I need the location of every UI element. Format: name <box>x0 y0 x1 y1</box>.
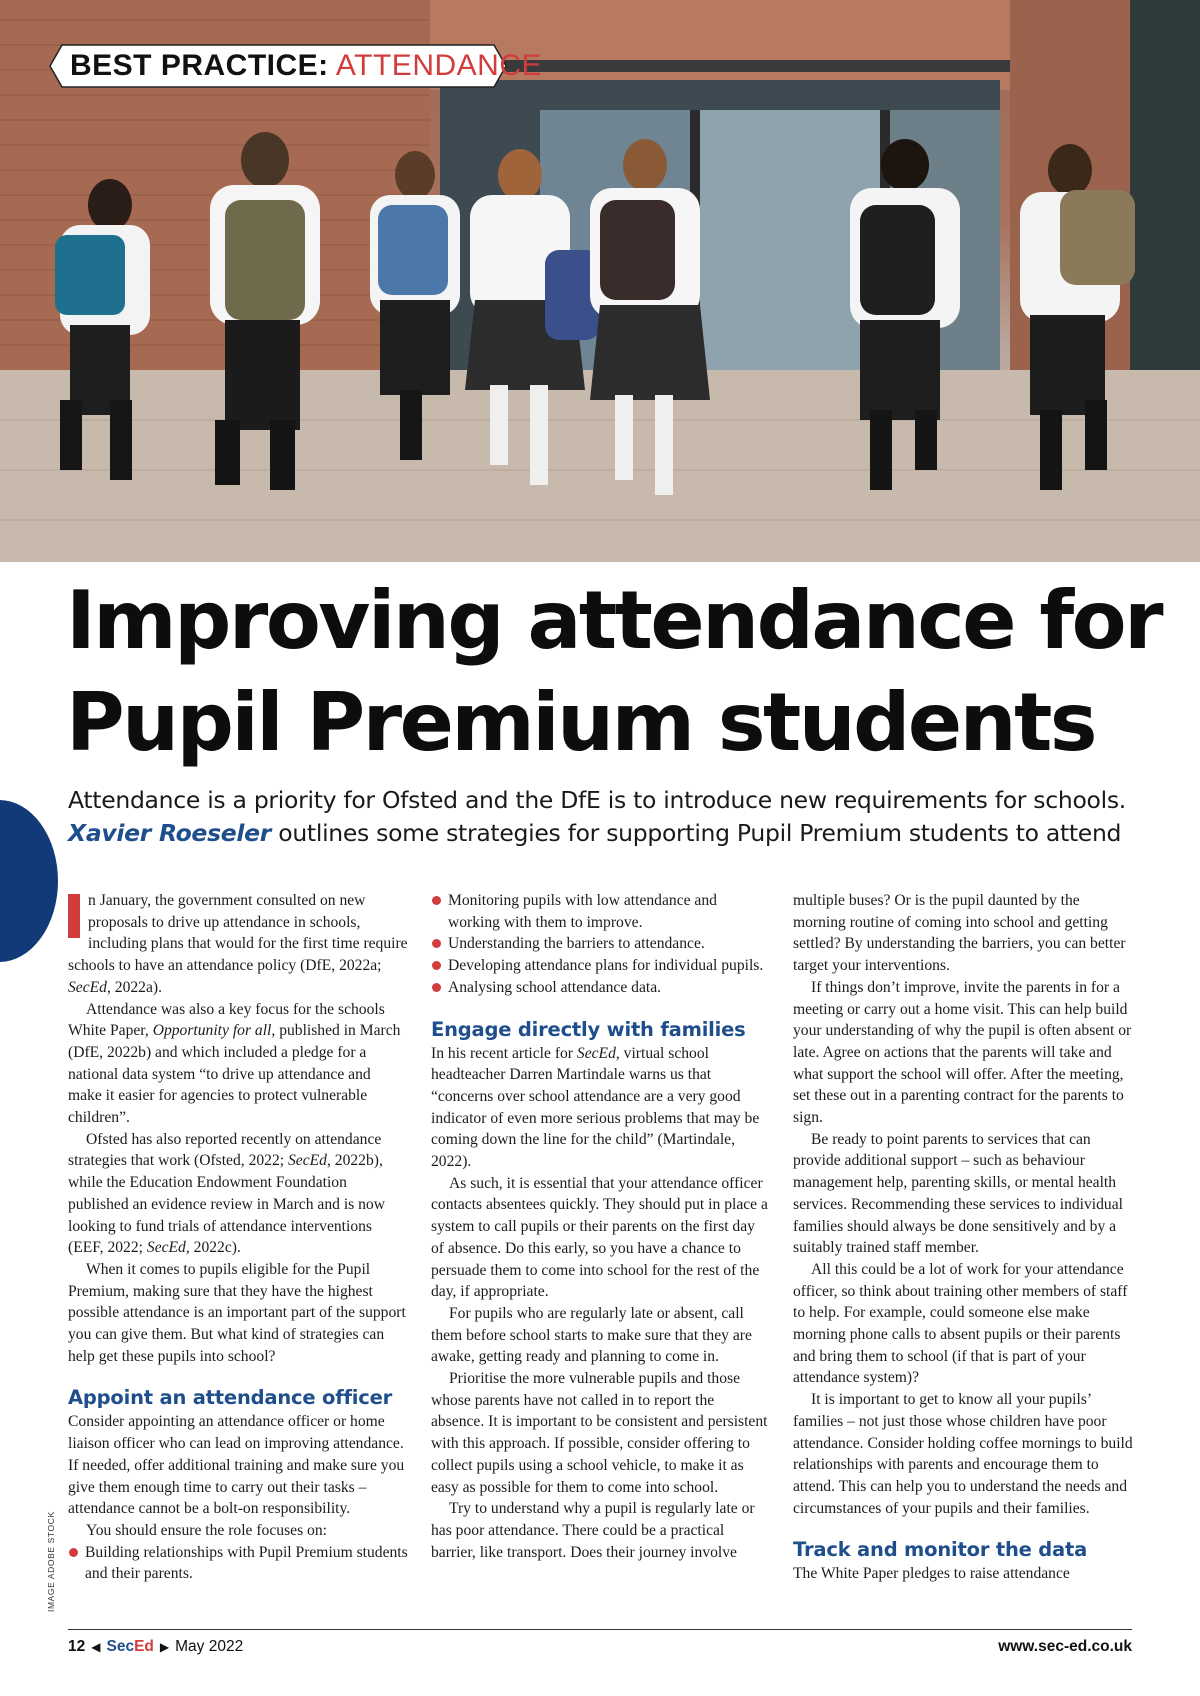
standfirst-line-1: Attendance is a priority for Ofsted and the DfE is to introduce new requirements for schools. <box>68 786 1126 814</box>
list-item: Monitoring pupils with low attendance and working with them to improve. <box>431 890 771 933</box>
triangle-right-icon: ▶ <box>159 1640 170 1654</box>
paragraph: If things don’t improve, invite the parents in for a meeting or carry out a home visit. This can help build your understanding of why the pupil is often absent or late. Agree on actions that the parents will take and what support the school will offer. After the meeting, set these out in a parenting contract for the parents to sign. <box>793 978 1132 1127</box>
magazine-logo-sec: Sec <box>106 1638 135 1655</box>
paragraph: Consider appointing an attendance officer or home liaison officer who can lead on improving attendance. If needed, offer additional training and make sure you give them enough time to carry out their tasks – attendance cannot be a bolt-on responsibility. <box>68 1413 405 1518</box>
paragraph: All this could be a lot of work for your attendance officer, so think about training other members of staff to help. For example, could someone else make morning phone calls to absent pupils or their parents and bring them to school (if that is part of your attendance system)? <box>793 1260 1128 1387</box>
author-name: Xavier Roeseler <box>68 819 272 847</box>
subheading-track-data: Track and monitor the data <box>793 1538 1088 1562</box>
paragraph-text: Ofsted has also reported recently on attendance strategies that work (Ofsted, 2022; <box>68 1130 382 1170</box>
paragraph <box>68 1129 408 1259</box>
paragraph <box>68 999 408 1129</box>
paragraph: Be ready to point parents to services that can provide additional support – such as behaviour management help, parenting skills, or mental health services. Recommending these services to individual families should always be done sensitively and by a suitably trained staff member. <box>793 1130 1123 1257</box>
paragraph <box>68 890 408 999</box>
magazine-logo-ed: Ed <box>134 1638 154 1655</box>
paragraph: multiple buses? Or is the pupil daunted by the morning routine of coming into school and getting settled? By understanding the barriers, you can better target your interventions. <box>793 892 1126 975</box>
article-column-2 <box>431 890 771 1563</box>
headline-line-1: Improving attendance for <box>66 574 1162 667</box>
paragraph-text: , published in March (DfE, 2022b) and which included a pledge for a national data system “to drive up attendance and make it easier for agencies to protect vulnerable children”. <box>68 1022 401 1127</box>
list-item: Understanding the barriers to attendance. <box>431 933 771 955</box>
section-tag <box>48 44 542 88</box>
paragraph: Prioritise the more vulnerable pupils and those whose parents have not called in to report the absence. It is important to be consistent and persistent with this approach. If possible, consider offering to collect pupils using a school vehicle, to make it as easy as possible for them to come into school. <box>431 1370 768 1496</box>
triangle-left-icon: ◀ <box>91 1640 101 1654</box>
article-headline <box>66 570 1166 774</box>
list-item: Developing attendance plans for individual pupils. <box>431 955 771 977</box>
article-column-3 <box>793 890 1133 1585</box>
hero-photo <box>0 0 1200 562</box>
paragraph-text: , 2022c). <box>185 1239 241 1257</box>
paragraph-text: n January, the government consulted on new proposals to drive up attendance in schools, including plans that would for the first time require schools to have an attendance policy (DfE, 2022a; <box>68 892 408 975</box>
page-number: 12 <box>68 1638 86 1655</box>
role-focus-list-continued <box>431 890 771 999</box>
list-item: Analysing school attendance data. <box>431 977 771 999</box>
publication-name: SecEd <box>146 1239 186 1257</box>
drop-cap: I <box>68 894 80 938</box>
list-item: Building relationships with Pupil Premium students and their parents. <box>68 1542 408 1585</box>
section-tag-label-light: ATTENDANCE <box>335 49 542 82</box>
publication-name: SecEd <box>576 1044 616 1062</box>
paragraph: For pupils who are regularly late or absent, call them before school starts to make sure that they are awake, getting ready and planning to come in. <box>431 1304 752 1366</box>
paragraph: You should ensure the role focuses on: <box>86 1521 327 1539</box>
footer-folio <box>68 1638 243 1656</box>
paragraph: When it comes to pupils eligible for the Pupil Premium, making sure that they have the highest possible attendance is an important part of the support you can give them. But what kind of strategies can help get these pupils into school? <box>68 1260 406 1365</box>
paragraph: The White Paper pledges to raise attendance <box>793 1565 1070 1583</box>
image-credit: IMAGE ADOBE STOCK <box>46 1511 56 1612</box>
standfirst <box>68 784 1158 850</box>
section-tag-label-strong: BEST PRACTICE: <box>70 49 329 82</box>
subheading-appoint-officer: Appoint an attendance officer <box>68 1386 393 1410</box>
paragraph-text: , virtual school headteacher Darren Martindale warns us that “concerns over school attendance are a very good indicator of even more serious problems that may be coming down the line for the child” (Martindale, 2022). <box>431 1044 760 1171</box>
website-url[interactable]: www.sec-ed.co.uk <box>998 1638 1132 1655</box>
article-column-1 <box>68 890 408 1585</box>
headline-line-2: Pupil Premium students <box>66 676 1095 769</box>
white-paper-title: Opportunity for all <box>152 1022 272 1040</box>
publication-name: SecEd <box>68 978 107 996</box>
issue-date: May 2022 <box>175 1638 244 1655</box>
standfirst-line-2: outlines some strategies for supporting Pupil Premium students to attend <box>271 819 1122 847</box>
paragraph-text: , 2022a). <box>106 978 162 996</box>
magazine-logo <box>106 1638 153 1656</box>
footer-divider <box>68 1629 1132 1630</box>
publication-name: SecEd <box>288 1152 327 1170</box>
paragraph: Try to understand why a pupil is regularly late or has poor attendance. There could be a practical barrier, like transport. Does their journey involve <box>431 1500 755 1561</box>
paragraph-text: , 2022b), while the Education Endowment Foundation published an evidence review in March and is now looking to fund trials of attendance interventions (EEF, 2022; <box>68 1152 385 1257</box>
blue-side-tab <box>0 800 58 962</box>
paragraph-text: In his recent article for <box>431 1044 577 1062</box>
paragraph <box>431 1043 771 1173</box>
paragraph: It is important to get to know all your pupils’ families – not just those whose children have poor attendance. Consider holding coffee mornings to build relationships with parents and encourage them to attend. This can help you to understand the needs and circumstances of your pupils and their families. <box>793 1391 1133 1517</box>
paragraph-text: Attendance was also a key focus for the schools White Paper, <box>68 1000 385 1040</box>
role-focus-list <box>68 1542 408 1585</box>
paragraph: As such, it is essential that your attendance officer contacts absentees quickly. They should put in place a system to call pupils or their parents on the first day of absence. Do this early, so you have a chance to persuade them to come into school for the rest of the day, if appropriate. <box>431 1174 768 1301</box>
subheading-engage-families: Engage directly with families <box>431 1017 746 1041</box>
